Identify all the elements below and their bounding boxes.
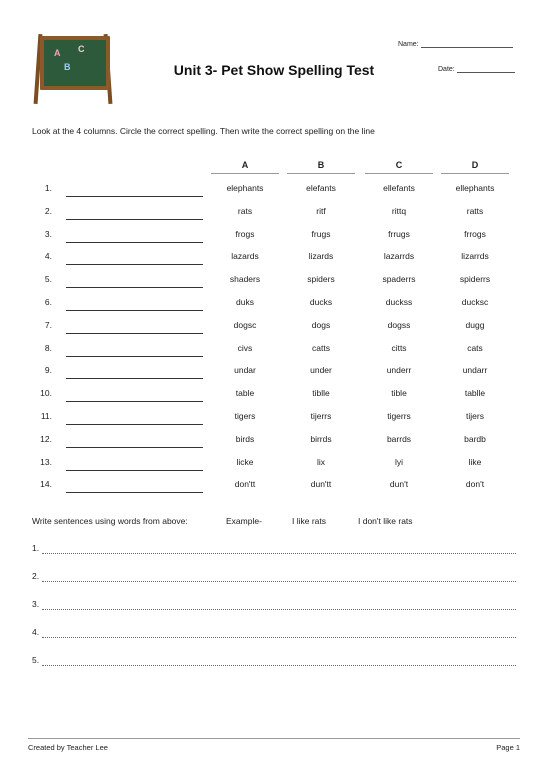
spelling-option-b[interactable]: birrds bbox=[310, 433, 332, 444]
spelling-option-d[interactable]: frrogs bbox=[464, 228, 486, 239]
question-row bbox=[0, 411, 548, 431]
spelling-option-a[interactable]: undar bbox=[234, 365, 256, 376]
column-header-b: B bbox=[317, 160, 325, 170]
question-row bbox=[0, 229, 548, 249]
sentence-number: 1. bbox=[32, 543, 40, 553]
answer-line[interactable] bbox=[66, 492, 203, 493]
answer-line[interactable] bbox=[66, 356, 203, 357]
spelling-option-b[interactable]: frugs bbox=[311, 228, 331, 239]
spelling-option-d[interactable]: undarr bbox=[462, 365, 488, 376]
question-row bbox=[0, 183, 548, 203]
spelling-option-d[interactable]: cats bbox=[467, 342, 483, 353]
name-field[interactable] bbox=[398, 40, 513, 48]
column-divider bbox=[287, 173, 355, 174]
spelling-option-b[interactable]: ducks bbox=[309, 297, 333, 307]
date-label: Date: bbox=[438, 66, 455, 73]
question-number: 4. bbox=[44, 251, 52, 262]
spelling-option-a[interactable]: elephants bbox=[226, 183, 264, 193]
spelling-option-a[interactable]: frogs bbox=[235, 228, 255, 239]
question-row bbox=[0, 434, 548, 454]
column-divider bbox=[211, 173, 279, 174]
question-number: 6. bbox=[44, 297, 52, 307]
question-row bbox=[0, 251, 548, 271]
spelling-option-c[interactable]: underr bbox=[386, 365, 412, 376]
column-header-a: A bbox=[241, 160, 249, 170]
answer-line[interactable] bbox=[66, 196, 203, 197]
answer-line[interactable] bbox=[66, 424, 203, 425]
spelling-option-b[interactable]: under bbox=[310, 365, 332, 376]
name-line bbox=[421, 40, 513, 48]
spelling-option-a[interactable]: lazards bbox=[231, 251, 259, 262]
question-row bbox=[0, 365, 548, 385]
spelling-option-c[interactable]: ellefants bbox=[383, 183, 415, 193]
question-number: 12. bbox=[40, 433, 52, 444]
spelling-option-c[interactable]: rittq bbox=[391, 205, 407, 216]
sentence-number: 5. bbox=[32, 655, 40, 665]
question-number: 9. bbox=[44, 365, 52, 376]
writing-line bbox=[42, 665, 516, 666]
spelling-option-a[interactable]: birds bbox=[235, 433, 255, 444]
column-divider bbox=[365, 173, 433, 174]
answer-line[interactable] bbox=[66, 287, 203, 288]
question-number: 1. bbox=[44, 183, 52, 193]
spelling-option-b[interactable]: lix bbox=[316, 456, 326, 467]
spelling-option-d[interactable]: like bbox=[468, 456, 482, 467]
sentence-line-1[interactable] bbox=[32, 543, 516, 559]
writing-line bbox=[42, 609, 516, 610]
spelling-option-d[interactable]: ducksc bbox=[461, 297, 489, 307]
spelling-option-b[interactable]: catts bbox=[312, 342, 330, 353]
spelling-option-d[interactable]: dugg bbox=[465, 319, 485, 330]
answer-line[interactable] bbox=[66, 401, 203, 402]
instructions: Look at the 4 columns. Circle the correct spelling. Then write the correct spelling on the line bbox=[32, 126, 375, 136]
spelling-option-a[interactable]: don'tt bbox=[234, 479, 256, 490]
answer-line[interactable] bbox=[66, 310, 203, 311]
spelling-option-a[interactable]: shaders bbox=[229, 274, 261, 285]
sentence-line-2[interactable] bbox=[32, 571, 516, 587]
question-number: 2. bbox=[44, 205, 52, 216]
spelling-option-d[interactable]: tijers bbox=[466, 411, 484, 421]
writing-line bbox=[42, 581, 516, 582]
question-row bbox=[0, 297, 548, 317]
spelling-option-c[interactable]: duckss bbox=[385, 297, 413, 307]
question-row bbox=[0, 206, 548, 226]
example-sentence: I don't like rats bbox=[358, 516, 413, 526]
spelling-option-b[interactable]: ritf bbox=[316, 205, 326, 216]
question-number: 5. bbox=[44, 274, 52, 285]
spelling-option-c[interactable]: lazarrds bbox=[383, 251, 415, 262]
column-header-c: C bbox=[395, 160, 403, 170]
question-number: 13. bbox=[40, 456, 52, 467]
question-row bbox=[0, 479, 548, 499]
question-row bbox=[0, 320, 548, 340]
spelling-option-d[interactable]: don't bbox=[465, 479, 485, 490]
example-sentence: I like rats bbox=[292, 516, 327, 526]
question-row bbox=[0, 457, 548, 477]
question-number: 10. bbox=[40, 388, 52, 399]
spelling-option-a[interactable]: table bbox=[235, 388, 255, 399]
page-number: Page 1 bbox=[496, 743, 520, 752]
spelling-option-d[interactable]: ellephants bbox=[455, 183, 495, 193]
spelling-option-d[interactable]: bardb bbox=[464, 433, 486, 444]
spelling-option-d[interactable]: ratts bbox=[466, 205, 484, 216]
spelling-option-b[interactable]: tijerrs bbox=[310, 411, 332, 421]
question-row bbox=[0, 388, 548, 408]
answer-line[interactable] bbox=[66, 333, 203, 334]
spelling-option-a[interactable]: tigers bbox=[234, 411, 256, 421]
example-label: Example- bbox=[226, 516, 262, 526]
spelling-option-a[interactable]: licke bbox=[236, 456, 254, 467]
answer-line[interactable] bbox=[66, 378, 203, 379]
spelling-option-b[interactable]: dun'tt bbox=[310, 479, 332, 490]
answer-line[interactable] bbox=[66, 447, 203, 448]
spelling-option-b[interactable]: tiblle bbox=[312, 388, 330, 399]
answer-line[interactable] bbox=[66, 264, 203, 265]
spelling-option-c[interactable]: tible bbox=[391, 388, 407, 399]
spelling-option-b[interactable]: dogs bbox=[311, 319, 331, 330]
spelling-option-c[interactable]: dun't bbox=[389, 479, 409, 490]
question-number: 8. bbox=[44, 342, 52, 353]
spelling-option-b[interactable]: elefants bbox=[306, 183, 336, 193]
question-number: 7. bbox=[44, 319, 52, 330]
page-title: Unit 3- Pet Show Spelling Test bbox=[173, 62, 375, 78]
spelling-option-c[interactable]: dogss bbox=[387, 319, 411, 330]
name-label: Name: bbox=[398, 41, 419, 48]
sentence-prompt: Write sentences using words from above: bbox=[32, 516, 188, 526]
column-header-d: D bbox=[471, 160, 479, 170]
column-divider bbox=[441, 173, 509, 174]
answer-line[interactable] bbox=[66, 470, 203, 471]
spelling-option-a[interactable]: dogsc bbox=[233, 319, 257, 330]
sentence-number: 4. bbox=[32, 627, 40, 637]
spelling-option-d[interactable]: spiderrs bbox=[459, 274, 491, 285]
question-row bbox=[0, 343, 548, 363]
writing-line bbox=[42, 553, 516, 554]
spelling-option-c[interactable]: frrugs bbox=[388, 228, 410, 239]
spelling-option-b[interactable]: spiders bbox=[307, 274, 335, 285]
sentence-line-3[interactable] bbox=[32, 599, 516, 615]
spelling-option-a[interactable]: duks bbox=[236, 297, 254, 307]
spelling-option-a[interactable]: civs bbox=[237, 342, 253, 353]
spelling-option-c[interactable]: citts bbox=[391, 342, 407, 353]
spelling-option-c[interactable]: spaderrs bbox=[382, 274, 416, 285]
spelling-option-d[interactable]: tablle bbox=[464, 388, 486, 399]
spelling-option-a[interactable]: rats bbox=[237, 205, 253, 216]
spelling-option-c[interactable]: lyi bbox=[394, 456, 404, 467]
chalk-letter: B bbox=[64, 62, 71, 72]
writing-line bbox=[42, 637, 516, 638]
sentence-number: 2. bbox=[32, 571, 40, 581]
spelling-option-c[interactable]: barrds bbox=[386, 433, 412, 444]
spelling-option-b[interactable]: lizards bbox=[308, 251, 334, 262]
answer-line[interactable] bbox=[66, 242, 203, 243]
sentence-line-5[interactable] bbox=[32, 655, 516, 671]
sentence-number: 3. bbox=[32, 599, 40, 609]
footer-divider bbox=[28, 738, 520, 739]
question-number: 14. bbox=[40, 479, 52, 490]
question-number: 11. bbox=[40, 411, 52, 421]
question-number: 3. bbox=[44, 228, 52, 239]
footer-credit: Created by Teacher Lee bbox=[28, 743, 108, 752]
chalk-letter: C bbox=[78, 44, 85, 54]
chalk-letter: A bbox=[54, 48, 61, 58]
answer-line[interactable] bbox=[66, 219, 203, 220]
spelling-option-c[interactable]: tigerrs bbox=[387, 411, 411, 421]
question-row bbox=[0, 274, 548, 294]
sentence-line-4[interactable] bbox=[32, 627, 516, 643]
spelling-option-d[interactable]: lizarrds bbox=[461, 251, 489, 262]
